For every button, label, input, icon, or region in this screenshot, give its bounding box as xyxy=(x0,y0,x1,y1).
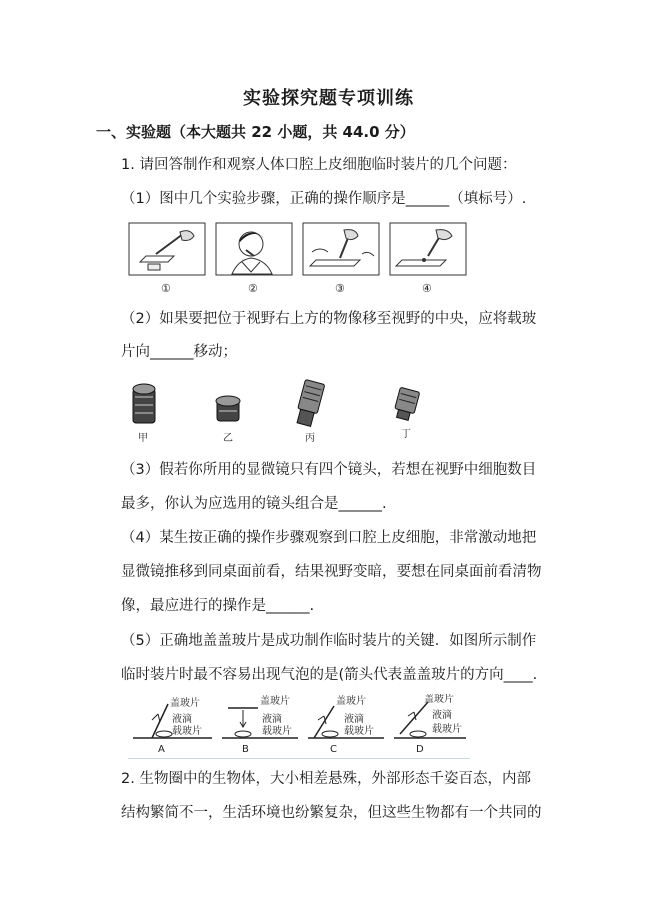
option-a-diagram xyxy=(133,696,212,755)
lens-bing xyxy=(294,379,325,427)
option-c-letter: C xyxy=(330,744,337,755)
step-panel-3 xyxy=(303,223,379,275)
option-c-coverslip-label: 盖玻片 xyxy=(336,696,366,707)
option-b-diagram xyxy=(222,694,298,755)
step-label-3: ③ xyxy=(335,282,345,295)
option-c-drop-label: 液滴 xyxy=(344,714,364,725)
q1-part2-line2: 片向______移动； xyxy=(121,344,237,360)
option-d-letter: D xyxy=(416,744,424,755)
section-heading: 一、实验题（本大题共 22 小题，共 44.0 分） xyxy=(96,123,415,141)
step-panel-4 xyxy=(390,223,466,275)
option-a-letter: A xyxy=(158,744,165,755)
q2-line2: 结构繁简不一，生活环境也纷繁复杂，但这些生物都有一个共同的 xyxy=(121,805,542,821)
option-b-coverslip-label: 盖玻片 xyxy=(260,696,290,707)
step-panel-2 xyxy=(216,223,292,275)
option-a-coverslip-label: 盖玻片 xyxy=(170,698,200,709)
figure-experiment-steps xyxy=(128,222,468,297)
step-panel-1 xyxy=(129,223,205,275)
step-label-2: ② xyxy=(248,282,258,295)
option-a-drop-label: 液滴 xyxy=(172,714,192,725)
figure-lenses xyxy=(123,375,423,447)
figure-coverslip-options xyxy=(128,694,468,756)
option-d-drop-label: 液滴 xyxy=(432,710,452,721)
option-b-slide-label: 载玻片 xyxy=(262,726,292,737)
option-a-slide-label: 载玻片 xyxy=(172,726,202,737)
option-b-letter: B xyxy=(242,744,249,755)
step-label-1: ① xyxy=(161,282,171,295)
lens-ding xyxy=(393,387,420,421)
option-d-coverslip-label: 盖玻片 xyxy=(424,694,454,705)
q1-part5-line1: （5）正确地盖盖玻片是成功制作临时装片的关键．如图所示制作 xyxy=(121,633,537,649)
step-label-4: ④ xyxy=(422,282,432,295)
q1-part4-line2: 显微镜推移到同桌面前看，结果视野变暗，要想在同桌面前看清物 xyxy=(121,564,542,580)
q1-stem: 1. 请回答制作和观察人体口腔上皮细胞临时装片的几个问题： xyxy=(121,157,517,173)
divider xyxy=(128,758,470,759)
page-title: 实验探究题专项训练 xyxy=(243,88,414,109)
lens-label-jia: 甲 xyxy=(138,433,148,444)
q1-part3-line1: （3）假若你所用的显微镜只有四个镜头，若想在视野中细胞数目 xyxy=(121,462,537,478)
option-c-diagram xyxy=(308,694,384,755)
q1-part5-line2: 临时装片时最不容易出现气泡的是(箭头代表盖盖玻片的方向____. xyxy=(121,667,538,683)
lens-label-bing: 丙 xyxy=(305,433,315,444)
q1-part3-line2: 最多，你认为应选用的镜头组合是______. xyxy=(121,496,387,512)
lens-jia xyxy=(133,384,155,423)
option-c-slide-label: 载玻片 xyxy=(344,726,374,737)
option-d-diagram xyxy=(394,694,466,755)
q1-part4-line1: （4）某生按正确的操作步骤观察到口腔上皮细胞，非常激动地把 xyxy=(121,530,537,546)
option-d-slide-label: 载玻片 xyxy=(432,724,462,735)
lens-label-ding: 丁 xyxy=(401,429,411,440)
q1-part4-line3: 像，最应进行的操作是______. xyxy=(121,598,315,614)
lens-label-yi: 乙 xyxy=(223,433,233,444)
lens-yi xyxy=(216,396,240,421)
option-b-drop-label: 液滴 xyxy=(262,714,282,725)
q1-part2-line1: （2）如果要把位于视野右上方的物像移至视野的中央，应将载玻 xyxy=(121,311,537,327)
q2-line1: 2. 生物圈中的生物体，大小相差悬殊，外部形态千姿百态，内部 xyxy=(121,771,531,787)
q1-part1: （1）图中几个实验步骤，正确的操作顺序是______（填标号）. xyxy=(121,191,527,207)
